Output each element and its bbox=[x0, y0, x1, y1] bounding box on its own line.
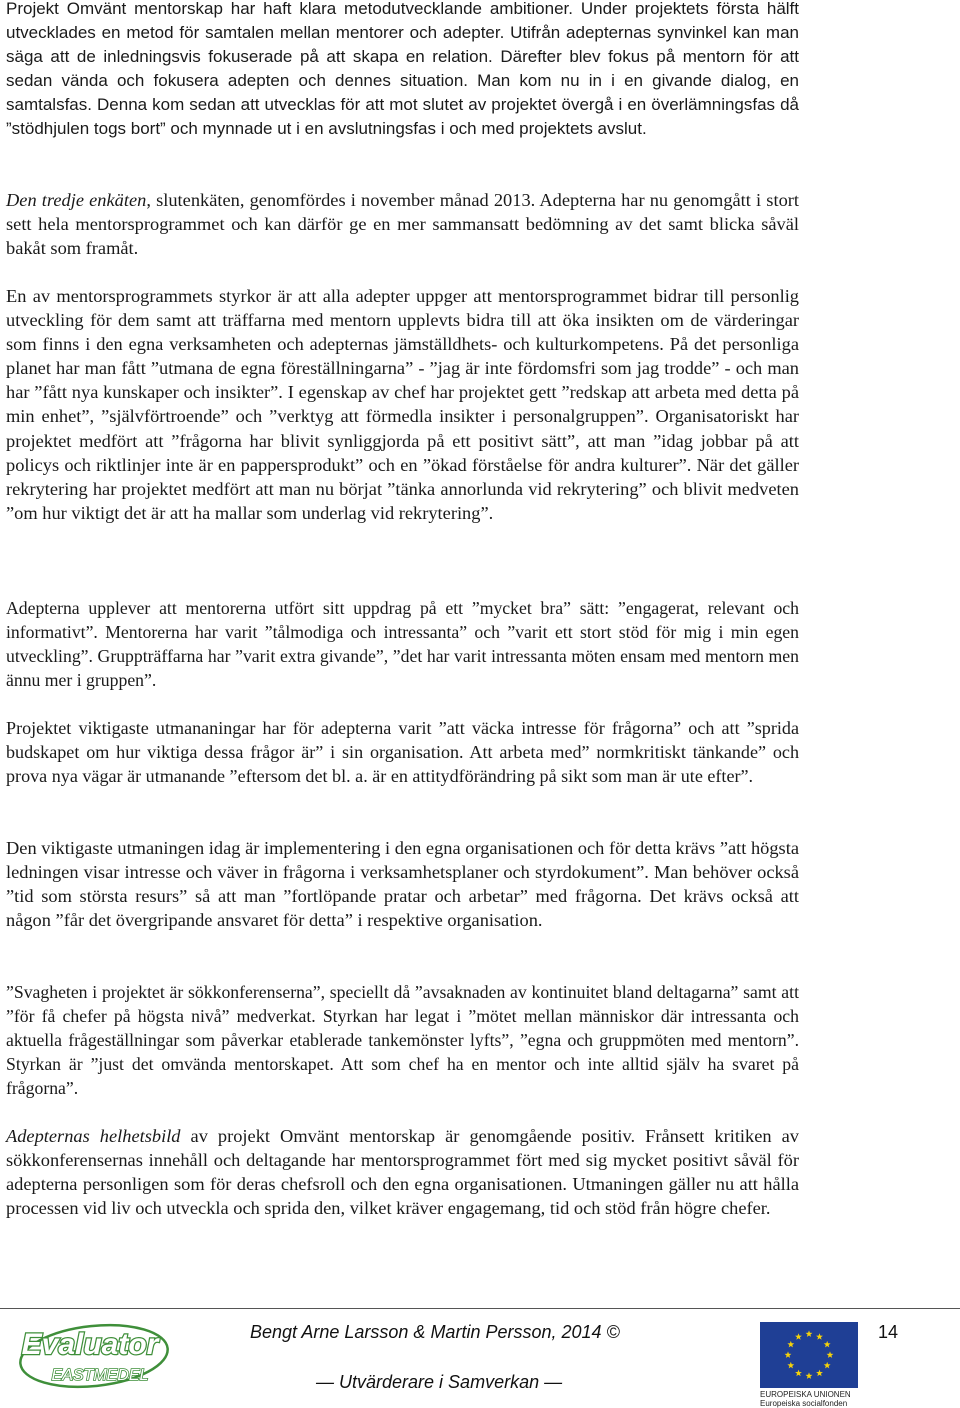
paragraph-weaknesses: ”Svagheten i projektet är sökkonferenserna”, speciellt då ”avsaknaden av kontinuitet bland deltagarna” samt att ”för få chefer på högsta nivå” medverkat. Styrkan har legat i ”mötet mellan människor där intressanta och aktuella frågeställningar som påverkar etablerade tankemönster lyfts”, ”egna och gruppmöten med mentorn”. Styrkan är ”just det omvända mentorskapet. Att som chef ha en mentor och inte alltid själv ha svaret på frågorna”. bbox=[6, 982, 799, 1099]
copyright-symbol: © bbox=[606, 1322, 620, 1342]
footer-subtitle: — Utvärderare i Samverkan — bbox=[316, 1372, 563, 1392]
evaluator-logo bbox=[16, 1322, 172, 1390]
emphasis-overall: Adepternas helhetsbild bbox=[6, 1126, 181, 1146]
paragraph-mentors: Adepterna upplever att mentorerna utfört sitt uppdrag på ett ”mycket bra” sätt: ”engagerat, relevant och informativt”. Mentorerna har varit ”tålmodiga och intressanta” och ”varit ett stort stöd för mig i min egen utveckling”. Gruppträffarna har ”varit extra givande”, ”det har varit intressanta möten ensam med mentorn men ännu mer i gruppen”. bbox=[6, 598, 799, 691]
eu-flag-icon bbox=[760, 1322, 858, 1388]
footer-subtitle-text: Utvärderare i Samverkan bbox=[339, 1372, 540, 1392]
paragraph-method: Projekt Omvänt mentorskap har haft klara metodutvecklande ambitioner. Under projektets första hälft utvecklades en metod för samtalen mellan mentorer och adepter. Utifrån adepternas synvinkel kan man säga att de inledningsvis fokuserade på att skapa en relation. Därefter blev fokus på mentorn för att sedan vända och fokusera adepten och dennes situation. Man kom nu in i en givande dialog, en samtalsfas. Denna kom sedan att utvecklas för att mot slutet av projektet övergå i en överlämningsfas då ”stödhjulen togs bort” och mynnade ut i en avslutningsfas i och med projektets avslut. bbox=[6, 0, 799, 138]
logo-subtext: EASTMEDEL bbox=[51, 1367, 149, 1384]
paragraph-implementation: Den viktigaste utmaningen idag är implementering i den egna organisationen och för detta krävs ”att högsta ledningen visar intresse och väver in frågorna i verksamhetsplaner och styrdokument”. Man behöver också ”tid som största resurs” så att man ”fortlöpande pratar och arbetar” med frågorna. Det krävs också att någon ”får det övergripande ansvaret för detta” i respektive organisation. bbox=[6, 838, 799, 931]
paragraph-third-survey-text: , slutenkäten, genomfördes i november månad 2013. Adepterna har nu genomgått i stort sett hela mentorsprogrammet och kan därför ge en mer sammansatt bedömning av det samt blicka såväl bakåt som framåt. bbox=[6, 190, 800, 259]
footer-authors bbox=[250, 1322, 620, 1343]
emphasis-third-survey: Den tredje enkäten bbox=[6, 190, 147, 210]
paragraph-challenges: Projektet viktigaste utmananingar har för adepterna varit ”att väcka intresse för frågorna” och att ”sprida budskapet om hur viktiga dessa frågor är” i sin organisation. Att arbeta med” normkritiskt tänkande” och prova nya vägar är utmanande ”eftersom det bl. a. är en attitydförändring på sikt som man är ute efter”. bbox=[6, 718, 799, 787]
paragraph-third-survey bbox=[6, 188, 799, 260]
footer-divider bbox=[0, 1308, 960, 1309]
eu-caption bbox=[760, 1390, 860, 1408]
footer-authors-text: Bengt Arne Larsson & Martin Persson, 2014 bbox=[250, 1322, 602, 1342]
logo-wordmark: Evaluator bbox=[21, 1328, 159, 1361]
eu-union-label: EUROPEISKA UNIONEN bbox=[760, 1390, 851, 1399]
eu-fund-label: Europeiska socialfonden bbox=[760, 1399, 848, 1408]
page-number: 14 bbox=[878, 1322, 899, 1342]
paragraph-overall bbox=[6, 1124, 799, 1220]
paragraph-overall-text: av projekt Omvänt mentorskap är genomgående positiv. Frånsett kritiken av sökkonferensernas innehåll och deltagande har mentorsprogrammet fört med sig mycket positivt såväl för adepterna personligen som för deras chefsroll och den egna organisationen. Utmaningen gäller nu att hålla processen vid liv och utveckla och sprida den, vilket kräver engagemang, tid och stöd från högre chefer. bbox=[6, 1126, 799, 1219]
paragraph-strengths: En av mentorsprogrammets styrkor är att alla adepter uppger att mentorsprogrammet bidrar till personlig utveckling för dem samt att träffarna med mentorn upplevts bidra till att öka insikten om de värderingar som finns i den egna verksamheten och adepternas jämställdhets- och kulturkompetens. På det personliga planet har man fått ”utmana de egna föreställningarna” - ”jag är inte fördomsfri som jag trodde” - och man har ”fått nya kunskaper och insikter”. I egenskap av chef har projektet gett ”redskap att arbeta med detta på min enhet”, ”självförtroende” och ”verktyg att förmedla insikter i personalgruppen”. Organisatoriskt har projektet medfört att ”frågorna har blivit synliggjorda på ett positivt sätt”, att man ”idag jobbar på att policys och riktlinjer inte är en pappersprodukt” och en ”ökad förståelse för andra kulturer”. När det gäller rekrytering har projektet medfört att man nu börjat ”tänka annorlunda vid rekrytering” och blivit medveten ”om hur viktigt det är att ha mallar som underlag vid rekrytering”. bbox=[6, 286, 799, 523]
